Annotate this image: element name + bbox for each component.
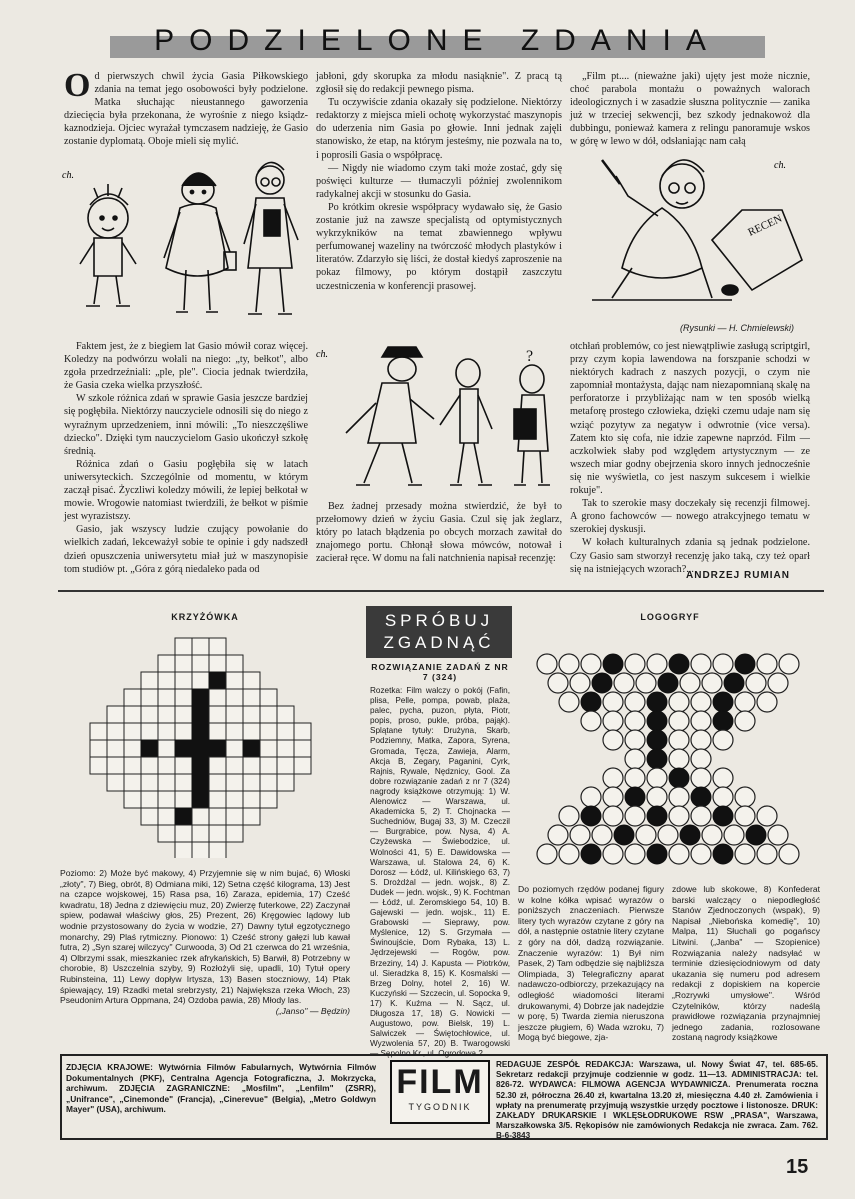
article-col2-bottom bbox=[316, 500, 562, 565]
logogryf-cell[interactable] bbox=[537, 844, 557, 864]
logogryf-cell[interactable] bbox=[680, 825, 700, 845]
crossword-cell[interactable] bbox=[90, 740, 107, 757]
logogryf-rules-col1: Do poziomych rzędów podanej figury w kolne kółka wpisać wyrazów o poniższych znaczeniach. Pierwsze litery tych wyrazów czytane z góry na dół, a następnie ostatnie litery czytane z góry na dół, dadzą rozwiązanie. Znaczenie wyrazów: 1) Był nim Pasek, 2) Tam odbędzie się najbliższa Olimpiada, 3) Telegraficzny aparat nadawczo-odbiorczy, przekazujący na odległość wiadomości literami drukowanymi, 4) Dobrze jak nadejdzie w porę, 5) Twarda ziemia nieruszona jeszcze pługiem, 6) Wada wzroku, 7) Mogą być biegowe, zja- bbox=[518, 884, 664, 1043]
crossword-cell[interactable] bbox=[243, 757, 260, 774]
logogryf-cell[interactable] bbox=[559, 806, 579, 826]
logogryf-cell[interactable] bbox=[592, 825, 612, 845]
crossword-cell[interactable] bbox=[175, 791, 192, 808]
crossword-cell[interactable] bbox=[158, 740, 175, 757]
crossword-cell[interactable] bbox=[226, 757, 243, 774]
crossword-cell[interactable] bbox=[107, 757, 124, 774]
logogryf-cell[interactable] bbox=[691, 806, 711, 826]
crossword-cell[interactable] bbox=[277, 723, 294, 740]
logogryf-cell[interactable] bbox=[581, 654, 601, 674]
logogryf-cell[interactable] bbox=[768, 673, 788, 693]
logo-word: FILM bbox=[396, 1063, 484, 1101]
sketch-signature: ch. bbox=[62, 170, 74, 181]
logogryf-cell[interactable] bbox=[647, 806, 667, 826]
crossword-cell[interactable] bbox=[192, 842, 209, 858]
logogryf-cell[interactable] bbox=[603, 844, 623, 864]
crossword-cell[interactable] bbox=[158, 757, 175, 774]
logogryf-cell[interactable] bbox=[625, 654, 645, 674]
logogryf-cell[interactable] bbox=[669, 749, 689, 769]
crossword-cell[interactable] bbox=[277, 740, 294, 757]
logogryf-grid bbox=[534, 652, 810, 872]
logogryf-cell[interactable] bbox=[647, 692, 667, 712]
crossword-cell[interactable] bbox=[175, 808, 192, 825]
crossword-cell[interactable] bbox=[141, 706, 158, 723]
logo-subtitle: TYGODNIK bbox=[408, 1102, 472, 1112]
logogryf-cell[interactable] bbox=[779, 654, 799, 674]
crossword-cell[interactable] bbox=[243, 740, 260, 757]
crossword-cell[interactable] bbox=[141, 808, 158, 825]
crossword-cell[interactable] bbox=[124, 757, 141, 774]
crossword-cell[interactable] bbox=[209, 689, 226, 706]
crossword-cell[interactable] bbox=[209, 723, 226, 740]
crossword-cell[interactable] bbox=[175, 723, 192, 740]
logogryf-cell[interactable] bbox=[614, 825, 634, 845]
crossword-cell[interactable] bbox=[192, 655, 209, 672]
article-title: PODZIELONE ZDANIA bbox=[154, 24, 721, 57]
logogryf-cell[interactable] bbox=[548, 825, 568, 845]
crossword-cell[interactable] bbox=[192, 825, 209, 842]
logogryf-cell[interactable] bbox=[724, 825, 744, 845]
crossword-cell[interactable] bbox=[107, 740, 124, 757]
logogryf-cell[interactable] bbox=[669, 654, 689, 674]
crossword-signature: („Janso" — Będzin) bbox=[275, 1005, 350, 1016]
illustration-conference bbox=[310, 343, 570, 493]
crossword-cell[interactable] bbox=[158, 672, 175, 689]
crossword-cell[interactable] bbox=[192, 757, 209, 774]
crossword-cell[interactable] bbox=[158, 825, 175, 842]
crossword-cell[interactable] bbox=[158, 706, 175, 723]
logogryf-cell[interactable] bbox=[658, 825, 678, 845]
logogryf-cell[interactable] bbox=[713, 654, 733, 674]
logogryf-rules-col2: zdowe lub skokowe, 8) Konfederat barski walczący o niepodległość Stanów Zjednoczonych (wspak), 9) Napisał „Niebońska komedię", 10) Malpa, 11) Słuchali go pogańscy Litwini. („Janba" — Szopienice) Rozwiązania należy nadsyłać w terminie dziesięciodniowym od daty ukazania się numeru pod adresem redakcji z dopiskiem na kopercie „Rozrywki umysłowe". Wśród Czytelników, którzy nadeślą prawidłowe rozwiązania przynajmniej jednego zadania, rozlosowane zostaną nagrody książkowe bbox=[672, 884, 820, 1043]
crossword-cell[interactable] bbox=[141, 689, 158, 706]
crossword-cell[interactable] bbox=[294, 723, 311, 740]
logogryf-cell[interactable] bbox=[625, 749, 645, 769]
logogryf-cell[interactable] bbox=[625, 711, 645, 731]
crossword-cell[interactable] bbox=[192, 689, 209, 706]
logogryf-cell[interactable] bbox=[691, 787, 711, 807]
logogryf-cell[interactable] bbox=[669, 730, 689, 750]
crossword-cell[interactable] bbox=[124, 740, 141, 757]
logogryf-cell[interactable] bbox=[768, 825, 788, 845]
crossword-cell[interactable] bbox=[243, 723, 260, 740]
crossword-cell[interactable] bbox=[158, 791, 175, 808]
crossword-cell[interactable] bbox=[107, 723, 124, 740]
crossword-cell[interactable] bbox=[226, 689, 243, 706]
logogryf-cell[interactable] bbox=[581, 787, 601, 807]
crossword-cell[interactable] bbox=[175, 655, 192, 672]
logogryf-cell[interactable] bbox=[669, 806, 689, 826]
crossword-cell[interactable] bbox=[192, 723, 209, 740]
crossword-cell[interactable] bbox=[226, 825, 243, 842]
crossword-cell[interactable] bbox=[226, 655, 243, 672]
crossword-cell[interactable] bbox=[192, 672, 209, 689]
logogryf-cell[interactable] bbox=[603, 654, 623, 674]
logogryf-cell[interactable] bbox=[757, 654, 777, 674]
crossword-cell[interactable] bbox=[294, 740, 311, 757]
logogryf-cell[interactable] bbox=[647, 749, 667, 769]
crossword-cell[interactable] bbox=[192, 740, 209, 757]
paragraph: Różnica zdań o Gasiu pogłębiła się w latach uniwersyteckich. Szczególnie od momentu, w którym zaczął pisać. Życzliwi koledzy mówili, że lepiej bełkotał w mowie. Wrogowie natomiast twierdzili, że bełkot w piśmie jest wyrazistszy. bbox=[64, 458, 308, 523]
crossword-cell[interactable] bbox=[175, 774, 192, 791]
logogryf-cell[interactable] bbox=[559, 844, 579, 864]
crossword-cell[interactable] bbox=[209, 774, 226, 791]
crossword-cell[interactable] bbox=[107, 706, 124, 723]
svg-text:?: ? bbox=[526, 348, 534, 365]
crossword-cell[interactable] bbox=[260, 757, 277, 774]
logogryf-cell[interactable] bbox=[713, 844, 733, 864]
crossword-cell[interactable] bbox=[226, 808, 243, 825]
article-col3-bottom bbox=[570, 340, 810, 576]
crossword-cell[interactable] bbox=[226, 672, 243, 689]
dropcap: O bbox=[64, 67, 91, 104]
crossword-cell[interactable] bbox=[141, 740, 158, 757]
logogryf-cell[interactable] bbox=[625, 768, 645, 788]
crossword-title: KRZYŻÓWKA bbox=[171, 612, 239, 622]
crossword-cell[interactable] bbox=[277, 757, 294, 774]
crossword-cell[interactable] bbox=[192, 808, 209, 825]
logogryf-cell[interactable] bbox=[647, 711, 667, 731]
logogryf-cell[interactable] bbox=[592, 673, 612, 693]
logogryf-cell[interactable] bbox=[647, 768, 667, 788]
article-col1-bottom bbox=[64, 340, 308, 576]
crossword-cell[interactable] bbox=[226, 740, 243, 757]
crossword-cell[interactable] bbox=[209, 757, 226, 774]
crossword-grid bbox=[88, 636, 318, 858]
crossword-cell[interactable] bbox=[124, 723, 141, 740]
crossword-cell[interactable] bbox=[243, 672, 260, 689]
crossword-cell[interactable] bbox=[158, 655, 175, 672]
film-logo bbox=[390, 1060, 490, 1124]
logogryf-cell[interactable] bbox=[581, 844, 601, 864]
logogryf-cell[interactable] bbox=[570, 825, 590, 845]
logogryf-cell[interactable] bbox=[537, 654, 557, 674]
svg-text:RECEN: RECEN bbox=[746, 212, 784, 239]
logogryf-cell[interactable] bbox=[691, 749, 711, 769]
logogryf-cell[interactable] bbox=[636, 825, 656, 845]
crossword-cell[interactable] bbox=[107, 774, 124, 791]
logogryf-cell[interactable] bbox=[603, 787, 623, 807]
solutions-text: Rozetka: Film walczy o pokój (Fafin, plisa, Pelle, pompa, powab, plaża, palec, pycha, puzon, płyta, Piotr, popis, proso, pukle, próba, pająk). Splątane tytuły: Drużyna, Skarb, Podziemny, Matka, Zapora, Syrena, Gromada, Tęcza, Zawieja, Alarm, Akcja B, Zegary, Paganini, Cyrk, Rajnis, Rywale, Nędznicy, Gool. Za dobre rozwiązanie zadań z nr 7 (324) nagrody książkowe otrzymują: 1) W. Alenowicz — Warszawa, ul. Akademicka 5, 2) T. Chojnacka — Suchedniów, Bugaj 33, 3) M. Czeczil — Burgrabice, pow. Nysa, 4) A. Czyżewska — Świebodzice, ul. Wolności 41, 5) E. Dawidowska — Warszawa, ul. Stalowa 24, 6) K. Dorosz — Łódź, ul. Kilińskiego 63, 7) S. Drożdżal — jedn. wojsk., 8) Z. Dudek — jedn. wojsk., 9) K. Fochtman — Łódź, ul. Żeromskiego 54, 10) B. Gajewski — jedn. wojsk., 11) E. Grabowski — Sieprawy, pow. Myślenice, 12) S. Grzymała — Świnoujście, Dom Rybaka, 13) L. Jędrzejewski — Rogów, pow. Brzeziny, 14) J. Kapusta — Piotrków, ul. Sieradzka 8, 15) K. Kosmalski — Brzeg Dolny, hotel 2, 16) W. Kuczyński — Szczecin, ul. Sopocka 9, 17) K. Kuźma — N. Sącz, ul. Długosza 17, 18) G. Nowicki — Augustowo, pow. Bielsk, 19) L. Salwiczek — Świętochłowice, ul. Wyzwolenia 57, 20) B. Twarogowski — Sępolno Kr., ul. Ogrodowa 2. bbox=[370, 686, 510, 1059]
crossword-cell[interactable] bbox=[226, 706, 243, 723]
logogryf-cell[interactable] bbox=[702, 673, 722, 693]
paragraph: Po krótkim okresie współpracy wydawało się, że Gasio zostanie już na zawsze specjalistą od optymistycznych wykrzykników na temat zbawiennego wpływu perfumowanej wazeliny na twórczość młodych plastyków i literatów. Zdarzyło się liści, że dostał kiedyś zaproszenie na pokaz filmowy, po którym dostąpił zaszczytu uczestniczenia w konferencji prasowej. bbox=[316, 201, 562, 292]
crossword-cell[interactable] bbox=[124, 689, 141, 706]
crossword-cell[interactable] bbox=[192, 774, 209, 791]
logogryf-cell[interactable] bbox=[724, 673, 744, 693]
crossword-cell[interactable] bbox=[243, 774, 260, 791]
logogryf-cell[interactable] bbox=[713, 806, 733, 826]
logogryf-cell[interactable] bbox=[757, 692, 777, 712]
sprobuj-box bbox=[366, 606, 512, 658]
crossword-cell[interactable] bbox=[192, 638, 209, 655]
page-number: 15 bbox=[786, 1156, 809, 1178]
logogryf-cell[interactable] bbox=[625, 787, 645, 807]
logogryf-cell[interactable] bbox=[702, 825, 722, 845]
logogryf-cell[interactable] bbox=[691, 730, 711, 750]
logogryf-cell[interactable] bbox=[636, 673, 656, 693]
crossword-cell[interactable] bbox=[124, 791, 141, 808]
crossword-cell[interactable] bbox=[158, 774, 175, 791]
logogryf-cell[interactable] bbox=[779, 844, 799, 864]
crossword-cell[interactable] bbox=[260, 774, 277, 791]
logogryf-cell[interactable] bbox=[735, 692, 755, 712]
crossword-cell[interactable] bbox=[209, 825, 226, 842]
logogryf-cell[interactable] bbox=[603, 711, 623, 731]
logogryf-cell[interactable] bbox=[757, 844, 777, 864]
section-divider bbox=[58, 590, 824, 592]
logogryf-cell[interactable] bbox=[647, 787, 667, 807]
imprint: REDAGUJE ZESPÓŁ REDAKCJA: Warszawa, ul. Nowy Świat 47, tel. 685-65. Sekretarz redakcji przyjmuje codziennie w godz. 11—13. ADMINISTRACJA: tel. 826-72. WYDAWCA: FILMOWA AGENCJA WYDAWNICZA. Prenumerata roczna 52.30 zł, półroczna 26.40 zł, kwartalna 13.20 zł, miesięczna 4.40 zł. Zamówienia i wpłaty na prenumeratę przyjmują wszystkie urzędy pocztowe i listonosze. DRUK: ZAKŁADY DRUKARSKIE I WKLĘSŁODRUKOWE RSW „PRASA", Warszawa, Marszałkowska 3/5. Rękopisów nie zamówionych Redakcja nie zwraca. Zam. 762. B-6-3843 bbox=[496, 1060, 818, 1141]
logogryf-cell[interactable] bbox=[757, 806, 777, 826]
crossword-cell[interactable] bbox=[175, 825, 192, 842]
logogryf-cell[interactable] bbox=[625, 692, 645, 712]
article-col2-top bbox=[316, 70, 562, 293]
crossword-cell[interactable] bbox=[175, 706, 192, 723]
crossword-cell[interactable] bbox=[175, 638, 192, 655]
logogryf-cell[interactable] bbox=[713, 711, 733, 731]
logogryf-cell[interactable] bbox=[603, 692, 623, 712]
crossword-cell[interactable] bbox=[243, 791, 260, 808]
logogryf-cell[interactable] bbox=[647, 844, 667, 864]
logogryf-cell[interactable] bbox=[691, 844, 711, 864]
logogryf-cell[interactable] bbox=[548, 673, 568, 693]
crossword-cell[interactable] bbox=[158, 808, 175, 825]
article-col1-intro bbox=[64, 67, 308, 149]
crossword-cell[interactable] bbox=[158, 723, 175, 740]
logogryf-cell[interactable] bbox=[713, 730, 733, 750]
logogryf-cell[interactable] bbox=[713, 768, 733, 788]
logogryf-cell[interactable] bbox=[581, 806, 601, 826]
crossword-cell[interactable] bbox=[209, 655, 226, 672]
logogryf-cell[interactable] bbox=[625, 844, 645, 864]
illustration-family bbox=[60, 160, 310, 335]
paragraph: otchłań problemów, co jest niewątpliwie zasługą scriptgirl, przy czym kopia lawendowa na forszpanie schodzi w niektórych kadrach z naszych pozycji, o czym nie zapomniał montażysta, dając nam niezapomnianą skalę na perforatorze i przybliżając nam w ten sposób wielką metaforę prostego człowieka, dzięki czemu udaje nam się wziąć pozytyw za negatyw i odwrotnie (vice versa). Zatem kto się cofa, nie idzie zapewne naprzód. Film — aczkolwiek słaby pod względem artystycznym — ze wszech miar godny obejrzenia skoro innych jednocześnie się nie wyświetla, co jest naszym sukcesem i wielkie rokuje". bbox=[570, 341, 810, 497]
crossword-cell[interactable] bbox=[90, 723, 107, 740]
crossword-clues-text: Poziomo: 2) Może być makowy, 4) Przyjemnie się w nim bujać, 6) Włoski „złoty", 7) Bieg, obrót, 8) Odmiana miki, 12) Setna część kilograma, 13) Jest na czapce wojskowej, 15) Rasa psa, 16) Zaraza, epidemia, 17) Cześć kwadratu, 18) Jedna z dziewięciu muz, 20) Zwierzę futerkowe, 22) Zaczynał spiew, podawał właściwy głos, 25) Prezent, 26) Kręgowiec lądowy lub wodnie przystosowany do życia w wodzie, 27) Dawny tytuł egzotycznego monarchy, 29) Plaś rytmiczny. Pionowo: 1) Cześć strony gałęzi lub kawał futra, 2) „Syn szarej wilczycy" Curwooda, 3) Od 21 czerwca do 21 września, 4) Olbrzymi ssak, mieszkaniec rzek afrykańskich, 5) Barwił, 8) Potrzebny w chorobie, 8) Uszczelnia szyby, 9) Rozłożyli się, upadli, 10) Tytuł opery Rubinsteina, 11) Lewy dopływ Irtysza, 13) Basen stoczniowy, 14) Ptak śpiewający, 19) Rzadki metal srebrzysty, 21) Największa rzeka Włoch, 23) Pseudonim Artura Oppmana, 24) Ozdoba pawia, 28) Młody las. bbox=[60, 868, 350, 1006]
logogryf-cell[interactable] bbox=[669, 844, 689, 864]
crossword-cell[interactable] bbox=[209, 672, 226, 689]
logogryf-cell[interactable] bbox=[647, 654, 667, 674]
crossword-cell[interactable] bbox=[141, 672, 158, 689]
crossword-cell[interactable] bbox=[260, 689, 277, 706]
crossword-cell[interactable] bbox=[209, 808, 226, 825]
logogryf-cell[interactable] bbox=[746, 825, 766, 845]
logogryf-cell[interactable] bbox=[735, 654, 755, 674]
paragraph: W szkole różnica zdań w sprawie Gasia jeszcze bardziej się pogłębiła. Niektórzy nauczyciele odnosili się do niego z wyraźnym uprzedzeniem, inni mówili: „To nieszczęśliwe dziecko". Dzięki tym nauczycielom Gasio ukończył szkołę średnią. bbox=[64, 393, 308, 457]
logogryf-cell[interactable] bbox=[735, 787, 755, 807]
crossword-cell[interactable] bbox=[243, 706, 260, 723]
logogryf-cell[interactable] bbox=[669, 711, 689, 731]
crossword-cell[interactable] bbox=[277, 774, 294, 791]
article-author: ANDRZEJ RUMIAN bbox=[686, 570, 790, 581]
crossword-cell[interactable] bbox=[209, 791, 226, 808]
logogryf-cell[interactable] bbox=[713, 787, 733, 807]
crossword-cell[interactable] bbox=[209, 638, 226, 655]
crossword-cell[interactable] bbox=[226, 791, 243, 808]
logogryf-cell[interactable] bbox=[691, 768, 711, 788]
logogryf-cell[interactable] bbox=[614, 673, 634, 693]
logogryf-cell[interactable] bbox=[581, 711, 601, 731]
paragraph: Tak to szerokie masy doczekały się recenzji filmowej. A grono fachowców — nowego atrakcyjnego tematu w szerokiej dyskusji. bbox=[570, 498, 810, 536]
logogryf-cell[interactable] bbox=[658, 673, 678, 693]
logogryf-cell[interactable] bbox=[581, 692, 601, 712]
crossword-cell[interactable] bbox=[243, 808, 260, 825]
article-title-block bbox=[110, 24, 765, 58]
sketch-signature: ch. bbox=[774, 160, 786, 171]
logogryf-cell[interactable] bbox=[603, 806, 623, 826]
logogryf-cell[interactable] bbox=[735, 844, 755, 864]
crossword-cell[interactable] bbox=[141, 791, 158, 808]
logogryf-cell[interactable] bbox=[669, 692, 689, 712]
logogryf-cell[interactable] bbox=[735, 806, 755, 826]
sketch-signature: ch. bbox=[316, 349, 328, 360]
crossword-cell[interactable] bbox=[124, 706, 141, 723]
paragraph: Tu oczywiście zdania okazały się podzielone. Niektórzy redaktorzy z miejsca mieli ochotę wykorzystać maszynopis do uderzenia nim Gasia po głowie. Inni jednak zajęli stanowisko, że etap, na którym jesteśmy, nie pozwala na to, i poprosili Gasia o współpracę. bbox=[316, 97, 562, 161]
logogryf-cell[interactable] bbox=[669, 787, 689, 807]
crossword-cell[interactable] bbox=[158, 689, 175, 706]
crossword-cell[interactable] bbox=[260, 706, 277, 723]
crossword-cell[interactable] bbox=[260, 791, 277, 808]
crossword-cell[interactable] bbox=[175, 672, 192, 689]
crossword-cell[interactable] bbox=[192, 791, 209, 808]
crossword-cell[interactable] bbox=[90, 757, 107, 774]
paragraph: Bez żadnej przesady można stwierdzić, że był to przełomowy dzień w życiu Gasia. Czul się jak żeglarz, który po latach błądzenia po obcych morzach zawitał do znajomego portu. Chłonął słowa mówców, notował i zacierał ręce. W domu na fali natchnienia napisał recenzję: bbox=[316, 501, 562, 565]
crossword-cell[interactable] bbox=[243, 689, 260, 706]
crossword-cell[interactable] bbox=[260, 723, 277, 740]
logogryf-cell[interactable] bbox=[746, 673, 766, 693]
logogryf-cell[interactable] bbox=[647, 730, 667, 750]
crossword-cell[interactable] bbox=[226, 723, 243, 740]
logogryf-cell[interactable] bbox=[691, 692, 711, 712]
paragraph: W kołach kulturalnych zdania są jednak podzielone. Czy Gasio sam stworzył recenzję jako taką, czy też oparł się na istniejących wzorach?... bbox=[570, 537, 810, 575]
photo-credits: ZDJĘCIA KRAJOWE: Wytwórnia Filmów Fabularnych, Wytwórnia Filmów Dokumentalnych (PKF), Centralna Agencja Fotograficzna, J. Mokrzycka, archiwum. ZDJĘCIA ZAGRANICZNE: „Mosfilm", „Lenfilm" (ZSRR), „Unifrance", „Cinemonde" (Francja), „Cinerevue" (Belgia), „Metro Goldwyn Mayer" (USA), archiwum. bbox=[66, 1062, 376, 1115]
paragraph: „Film pt.... (nieważne jaki) ujęty jest może nicznie, choć parabola montażu o poważnych walorach ideologicznych i w zasadzie słuszna politycznie — zanika już w trzeciej sekwencji, bez szkody jednakowoż dla dubbingu, ponieważ kamera z relingu panoramuje wskos w górę w lewo w dół, odsłaniając nam całą bbox=[570, 71, 810, 148]
logogryf-cell[interactable] bbox=[603, 730, 623, 750]
crossword-cell[interactable] bbox=[209, 706, 226, 723]
crossword-cell[interactable] bbox=[141, 723, 158, 740]
crossword-clues bbox=[60, 868, 350, 1016]
logogryf-cell[interactable] bbox=[669, 768, 689, 788]
crossword-cell[interactable] bbox=[175, 757, 192, 774]
logogryf-cell[interactable] bbox=[603, 768, 623, 788]
logogryf-cell[interactable] bbox=[691, 711, 711, 731]
crossword-cell[interactable] bbox=[260, 740, 277, 757]
crossword-cell[interactable] bbox=[141, 757, 158, 774]
paragraph: — Nigdy nie wiadomo czym taki może zostać, gdy się poświęci kulturze — tłumaczyli później zwolennikom radykalnej akcji w stosunku do Gasia. bbox=[316, 162, 562, 200]
crossword-cell[interactable] bbox=[209, 842, 226, 858]
sprobuj-line2: ZGADNĄĆ bbox=[383, 633, 495, 652]
article-col3-top bbox=[570, 70, 810, 149]
solutions-heading: ROZWIĄZANIE ZADAŃ Z NR 7 (324) bbox=[371, 662, 509, 682]
crossword-cell[interactable] bbox=[192, 706, 209, 723]
intro-text: d pierwszych chwil życia Gasia Piłkowskiego zdania na temat jego osobowości były podzielone. Matka słuchając nieustannego gaworzenia dziecięcia była przekonana, że wyrośnie z niego ksiądz-kaznodzieja. Ojciec wyrażał tymczasem nadzieję, że Gasio zostanie dyplomatą. Oboje mieli się mylić. bbox=[64, 71, 308, 148]
logogryf-cell[interactable] bbox=[735, 711, 755, 731]
logogryf-cell[interactable] bbox=[691, 654, 711, 674]
crossword-cell[interactable] bbox=[226, 774, 243, 791]
paragraph: Faktem jest, że z biegiem lat Gasio mówił coraz więcej. Koledzy na podwórzu wołali na niego: „ty, bełkot", albo zgoła przedrzeźniali: „ple, ple". Ciocia jednak twierdziła, że Gasia czeka wielka przyszłość. bbox=[64, 341, 308, 392]
logogryf-title: LOGOGRYF bbox=[640, 612, 700, 622]
logogryf-cell[interactable] bbox=[570, 673, 590, 693]
logogryf-cell[interactable] bbox=[713, 692, 733, 712]
crossword-cell[interactable] bbox=[124, 774, 141, 791]
paragraph: jabłoni, gdy skorupka za młodu nasiąknie". Z pracą tą zgłosił się do redakcji pewnego pisma. bbox=[316, 71, 562, 96]
crossword-cell[interactable] bbox=[209, 740, 226, 757]
logogryf-cell[interactable] bbox=[625, 806, 645, 826]
logogryf-cell[interactable] bbox=[559, 692, 579, 712]
crossword-cell[interactable] bbox=[175, 689, 192, 706]
logogryf-cell[interactable] bbox=[625, 730, 645, 750]
sprobuj-line1: SPRÓBUJ bbox=[384, 611, 494, 630]
paragraph: Gasio, jak wszyscy ludzie czujący powołanie do wielkich zadań, lekceważył sobie te opinie i gdy nadszedł dzień opuszczenia uniwersytetu miał już w maszynopisie tom studiów pt. „Góra z górą niedaleko pada od bbox=[64, 524, 308, 575]
logogryf-cell[interactable] bbox=[559, 654, 579, 674]
crossword-cell[interactable] bbox=[175, 740, 192, 757]
illustration-critic bbox=[572, 150, 812, 320]
crossword-cell[interactable] bbox=[141, 774, 158, 791]
crossword-cell[interactable] bbox=[175, 842, 192, 858]
crossword-cell[interactable] bbox=[294, 757, 311, 774]
illustration-caption: (Rysunki — H. Chmielewski) bbox=[680, 323, 795, 333]
logogryf-cell[interactable] bbox=[680, 673, 700, 693]
crossword-cell[interactable] bbox=[277, 706, 294, 723]
